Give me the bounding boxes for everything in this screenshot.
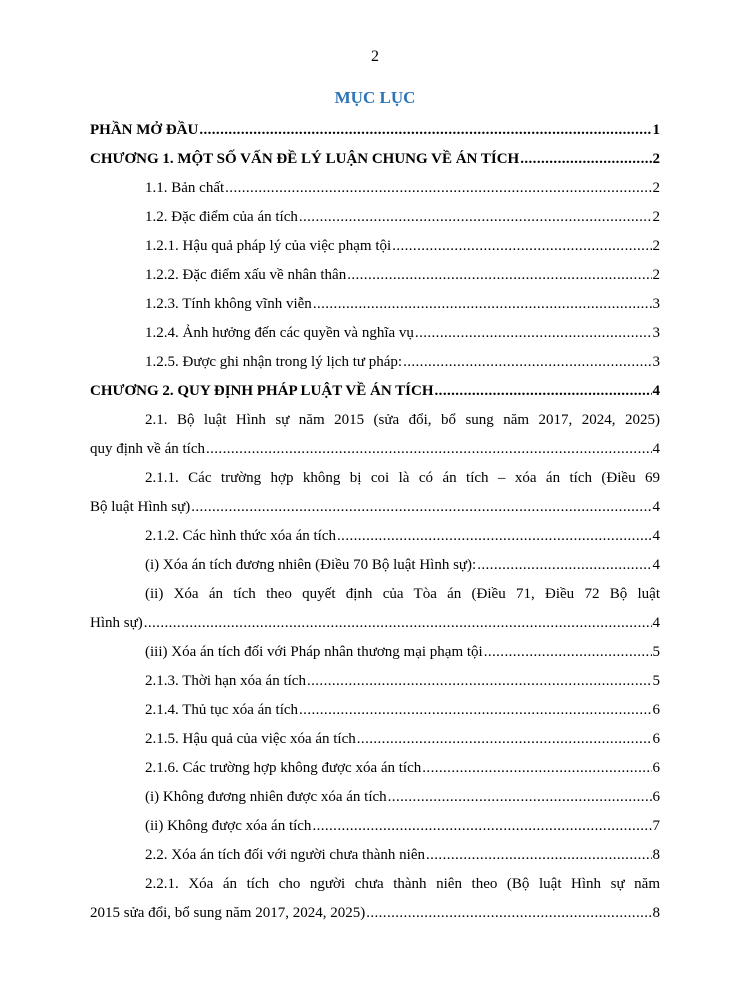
toc-entry-2-1-1[interactable]: [90, 464, 660, 522]
toc-entry-page: 2: [652, 238, 660, 254]
toc-entry-text: 2.1.2. Các hình thức xóa án tích: [145, 528, 337, 544]
dot-leader: [520, 145, 651, 174]
dot-leader: [477, 551, 651, 580]
toc-entry-text: 1.2. Đặc điểm của án tích: [145, 209, 298, 225]
toc-entry-chapter-2[interactable]: [90, 377, 660, 406]
dot-leader: [403, 348, 651, 377]
dot-leader: [484, 638, 652, 667]
toc-entry-page: 5: [652, 644, 660, 660]
toc-entry-2-1-2-ii[interactable]: [90, 580, 660, 638]
toc-entry-text-line1: (ii) Xóa án tích theo quyết định của Tòa án (Điều 71, Điều 72 Bộ luật: [145, 586, 660, 602]
toc-entry-page: 4: [652, 441, 660, 457]
toc-entry-page: 4: [652, 383, 660, 399]
toc-entry-text-line2: Hình sự): [90, 615, 143, 631]
toc-entry-2-1-3[interactable]: [90, 667, 660, 696]
toc-entry-1-2-3[interactable]: [90, 290, 660, 319]
dot-leader: [392, 232, 651, 261]
toc-entry-1-2-4[interactable]: [90, 319, 660, 348]
toc-entry-text: CHƯƠNG 1. MỘT SỐ VẤN ĐỀ LÝ LUẬN CHUNG VỀ ÁN TÍCH: [90, 151, 520, 167]
toc-entry-page: 2: [652, 267, 660, 283]
toc-entry-page: 2: [652, 151, 660, 167]
toc-entry-page: 4: [652, 615, 660, 631]
toc-entry-text: 1.2.5. Được ghi nhận trong lý lịch tư pháp:: [145, 354, 403, 370]
dot-leader: [337, 522, 651, 551]
toc-entry-page: 8: [652, 847, 660, 863]
toc-entry-1-2-1[interactable]: [90, 232, 660, 261]
dot-leader: [347, 261, 651, 290]
toc-entry-text: CHƯƠNG 2. QUY ĐỊNH PHÁP LUẬT VỀ ÁN TÍCH: [90, 383, 434, 399]
toc-entry-text: 2.1.4. Thủ tục xóa án tích: [145, 702, 299, 718]
toc-entry-page: 4: [652, 499, 660, 515]
toc-entry-text: (i) Không đương nhiên được xóa án tích: [145, 789, 387, 805]
toc-entry-page: 6: [652, 760, 660, 776]
toc-entry-1-1[interactable]: [90, 174, 660, 203]
toc-entry-2-1-6[interactable]: [90, 754, 660, 783]
toc-entry-page: 6: [652, 731, 660, 747]
dot-leader: [435, 377, 652, 406]
toc-entry-text-line2: Bộ luật Hình sự): [90, 499, 191, 515]
toc-entry-text: (i) Xóa án tích đương nhiên (Điều 70 Bộ luật Hình sự):: [145, 557, 477, 573]
toc-entry-text: 1.2.1. Hậu quả pháp lý của việc phạm tội: [145, 238, 392, 254]
toc-entry-text: 1.1. Bản chất: [145, 180, 225, 196]
dot-leader: [313, 290, 652, 319]
toc-entry-text: 2.2. Xóa án tích đối với người chưa thành niên: [145, 847, 425, 863]
toc-entry-2-1-2-iii[interactable]: [90, 638, 660, 667]
toc-entry-2-2-1[interactable]: [90, 870, 660, 928]
toc-entry-text: 2.1.3. Thời hạn xóa án tích: [145, 673, 306, 689]
dot-leader: [144, 609, 652, 638]
toc-entry-page: 4: [652, 557, 660, 573]
toc-entry-page: 7: [652, 818, 660, 834]
toc-entry-text-line2: 2015 sửa đổi, bổ sung năm 2017, 2024, 2025): [90, 905, 366, 921]
toc-title: MỤC LỤC: [334, 88, 416, 107]
toc-entry-text: 2.1.5. Hậu quả của việc xóa án tích: [145, 731, 356, 747]
toc-entry-text-line1: 2.2.1. Xóa án tích cho người chưa thành niên theo (Bộ luật Hình sự năm: [145, 876, 660, 892]
dot-leader: [199, 116, 651, 145]
toc-entry-text: 1.2.4. Ảnh hưởng đến các quyền và nghĩa vụ: [145, 325, 414, 341]
toc-entry-page: 6: [652, 789, 660, 805]
toc-entry-text: (iii) Xóa án tích đối với Pháp nhân thương mại phạm tội: [145, 644, 483, 660]
toc-entry-page: 2: [652, 180, 660, 196]
toc-entry-2-1[interactable]: [90, 406, 660, 464]
toc-entry-page: 8: [652, 905, 660, 921]
toc-entry-2-1-2[interactable]: [90, 522, 660, 551]
dot-leader: [357, 725, 652, 754]
toc-entry-text: PHẦN MỞ ĐẦU: [90, 122, 199, 138]
dot-leader: [366, 899, 651, 928]
dot-leader: [206, 435, 652, 464]
toc-entry-page: 1: [652, 122, 660, 138]
dot-leader: [299, 696, 651, 725]
toc-entry-text-line1: 2.1. Bộ luật Hình sự năm 2015 (sửa đổi, bổ sung năm 2017, 2024, 2025): [145, 412, 660, 428]
toc-entry-text: 2.1.6. Các trường hợp không được xóa án tích: [145, 760, 422, 776]
toc-entry-chapter-1[interactable]: [90, 145, 660, 174]
dot-leader: [225, 174, 651, 203]
toc-entry-page: 6: [652, 702, 660, 718]
toc-entry-1-2-5[interactable]: [90, 348, 660, 377]
toc-entry-2-1-4[interactable]: [90, 696, 660, 725]
toc-entry-page: 3: [652, 325, 660, 341]
toc-entry-2-1-6-ii[interactable]: [90, 812, 660, 841]
page-number: 2: [371, 48, 379, 65]
dot-leader: [299, 203, 652, 232]
toc-entry-text: 1.2.2. Đặc điểm xấu về nhân thân: [145, 267, 347, 283]
dot-leader: [426, 841, 652, 870]
toc-entry-2-1-2-i[interactable]: [90, 551, 660, 580]
dot-leader: [388, 783, 652, 812]
toc-entry-page: 3: [652, 296, 660, 312]
dot-leader: [415, 319, 652, 348]
toc-entry-2-1-5[interactable]: [90, 725, 660, 754]
toc-entry-text: (ii) Không được xóa án tích: [145, 818, 312, 834]
dot-leader: [191, 493, 651, 522]
toc-entry-1-2[interactable]: [90, 203, 660, 232]
toc-entry-page: 2: [652, 209, 660, 225]
toc-entry-opening[interactable]: [90, 116, 660, 145]
toc-entry-text-line2: quy định về án tích: [90, 441, 205, 457]
toc-entry-1-2-2[interactable]: [90, 261, 660, 290]
toc-entry-2-1-6-i[interactable]: [90, 783, 660, 812]
table-of-contents: [90, 116, 660, 928]
dot-leader: [312, 812, 651, 841]
toc-entry-2-2[interactable]: [90, 841, 660, 870]
toc-entry-text-line1: 2.1.1. Các trường hợp không bị coi là có án tích – xóa án tích (Điều 69: [145, 470, 660, 486]
dot-leader: [307, 667, 652, 696]
toc-entry-page: 4: [652, 528, 660, 544]
toc-entry-page: 5: [652, 673, 660, 689]
toc-entry-page: 3: [652, 354, 660, 370]
dot-leader: [422, 754, 651, 783]
toc-entry-text: 1.2.3. Tính không vĩnh viễn: [145, 296, 312, 312]
